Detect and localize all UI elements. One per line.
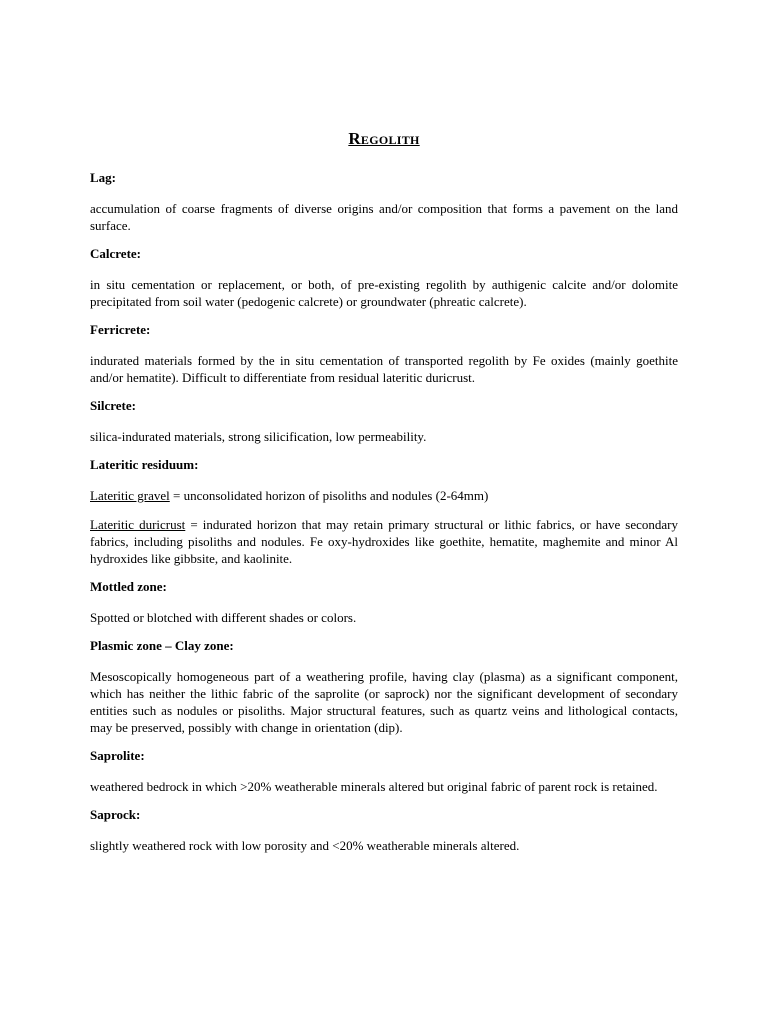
term-ferricrete: Ferricrete: [90,322,151,337]
definition-saprock: slightly weathered rock with low porosity and <20% weatherable minerals altered. [90,838,520,853]
term-mottled-zone: Mottled zone: [90,579,167,594]
definition-lateritic-duricrust [90,516,678,567]
subterm-lateritic-gravel-text: = unconsolidated horizon of pisoliths and nodules (2-64mm) [169,488,489,503]
term-saprock: Saprock: [90,807,141,822]
definition-silcrete: silica-indurated materials, strong silicification, low permeability. [90,429,427,444]
term-saprolite: Saprolite: [90,748,145,763]
term-plasmic-zone: Plasmic zone – Clay zone: [90,638,234,653]
subterm-lateritic-duricrust-text: = indurated horizon that may retain primary structural or lithic fabrics, or have secondary fabrics, including pisoliths and nodules. Fe oxy-hydroxides like goethite, hematite, maghemite and minor Al hydroxides like gibbsite, and kaolinite. [90,517,678,566]
definition-ferricrete: indurated materials formed by the in situ cementation of transported regolith by Fe oxides (mainly goethite and/or hematite). Difficult to differentiate from residual lateritic duricrust. [90,353,678,385]
term-calcrete: Calcrete: [90,246,142,261]
definition-saprolite: weathered bedrock in which >20% weatherable minerals altered but original fabric of parent rock is retained. [90,779,658,794]
definition-calcrete: in situ cementation or replacement, or both, of pre-existing regolith by authigenic calcite and/or dolomite precipitated from soil water (pedogenic calcrete) or groundwater (phreatic calcrete). [90,277,678,309]
term-lateritic-residuum: Lateritic residuum: [90,457,199,472]
definition-plasmic-zone: Mesoscopically homogeneous part of a weathering profile, having clay (plasma) as a significant component, which has neither the lithic fabric of the saprolite (or saprock) nor the significant development of secondary entities such as nodules or pisoliths. Major structural features, such as quartz veins and lithological contacts, may be preserved, possibly with change in orientation (dip). [90,669,678,735]
definition-lag: accumulation of coarse fragments of diverse origins and/or composition that forms a pavement on the land surface. [90,201,678,233]
subterm-lateritic-gravel: Lateritic gravel [90,488,170,503]
subterm-lateritic-duricrust: Lateritic duricrust [90,517,186,532]
term-lag: Lag: [90,170,116,185]
term-silcrete: Silcrete: [90,398,136,413]
definition-lateritic-gravel [90,487,678,504]
page-title: Regolith [348,129,420,148]
definition-mottled-zone: Spotted or blotched with different shades or colors. [90,610,357,625]
